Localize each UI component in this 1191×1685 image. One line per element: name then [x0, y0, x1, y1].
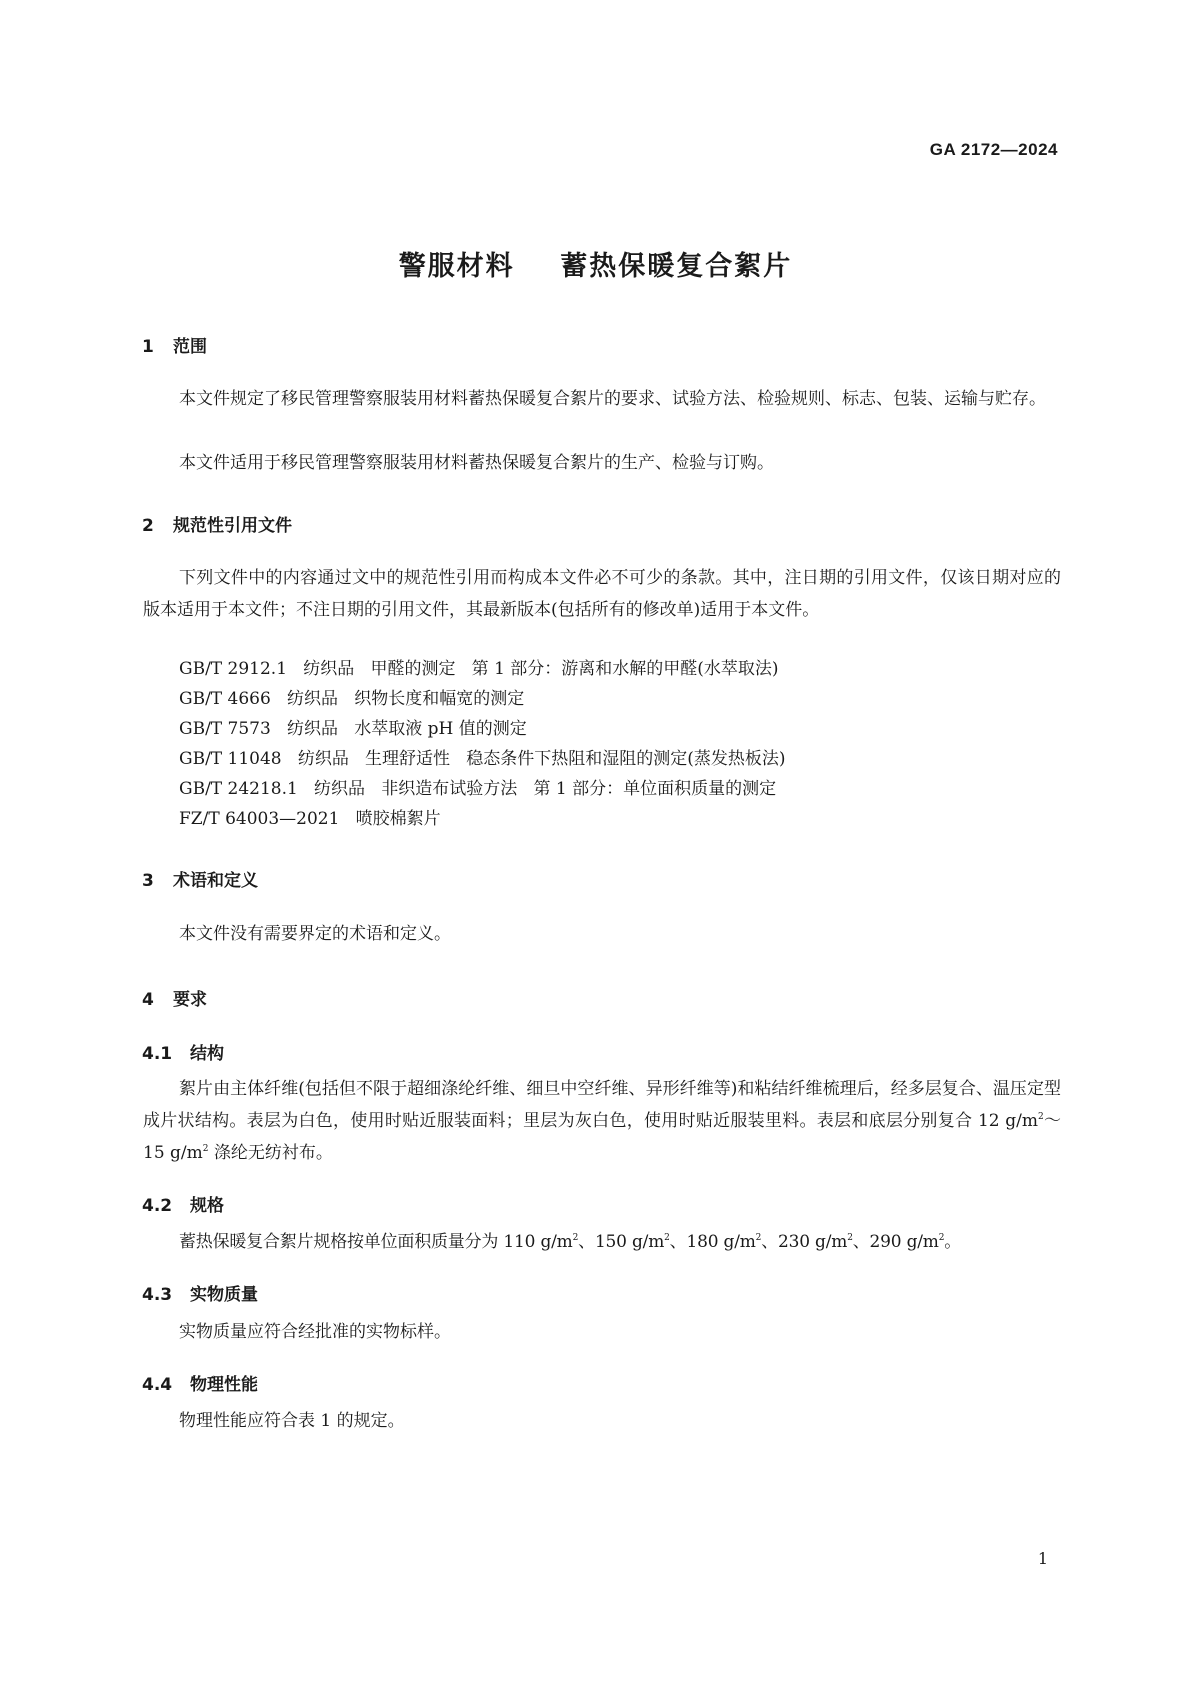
superscript: 2 [938, 1233, 945, 1243]
reference-item: GB/T 11048 纺织品 生理舒适性 稳态条件下热阻和湿阻的测定(蒸发热板法) [179, 749, 786, 769]
spec-value: 150 g/m [594, 1232, 665, 1252]
standard-code: GA 2172—2024 [929, 140, 1058, 159]
spec-value: 230 g/m [778, 1232, 848, 1252]
subsection-4-1-heading [142, 1039, 224, 1064]
superscript: 2 [1037, 1112, 1044, 1122]
structure-text: 絮片由主体纤维(包括但不限于超细涤纶纤维、细旦中空纤维、异形纤维等)和粘结纤维梳理后，经多层复合、温压定型成片状结构。表层为白色，使用时贴近服装面料；里层为灰白色，使用时贴近服装里料。表层和底层分别复合 12 g/m [143, 1079, 1061, 1131]
sentence-end: 。 [944, 1232, 962, 1252]
scope-paragraph-2: 本文件适用于移民管理警察服装用材料蓄热保暖复合絮片的生产、检验与订购。 [179, 453, 774, 473]
reference-item: GB/T 4666 纺织品 织物长度和幅宽的测定 [179, 689, 525, 709]
separator: 、 [852, 1232, 870, 1252]
reference-item: GB/T 2912.1 纺织品 甲醛的测定 第 1 部分：游离和水解的甲醛(水萃取法) [179, 659, 779, 679]
structure-text: ～15 g/m [143, 1111, 1061, 1163]
specification-line [179, 1226, 961, 1258]
section-title: 术语和定义 [173, 871, 258, 891]
superscript: 2 [755, 1233, 762, 1243]
separator: 、 [578, 1232, 595, 1252]
superscript: 2 [664, 1233, 670, 1243]
subsection-number: 4.3 [142, 1285, 173, 1305]
subsection-number: 4.2 [142, 1196, 173, 1216]
section-1-heading [142, 332, 207, 357]
references-intro: 下列文件中的内容通过文中的规范性引用而构成本文件必不可少的条款。其中，注日期的引用文件，仅该日期对应的版本适用于本文件；不注日期的引用文件，其最新版本(包括所有的修改单)适用于本文件。 [143, 568, 1061, 620]
terms-paragraph: 本文件没有需要界定的术语和定义。 [179, 924, 451, 944]
section-number: 1 [142, 337, 154, 357]
section-number: 3 [142, 871, 154, 891]
spec-value: 180 g/m [686, 1232, 756, 1252]
section-number: 4 [142, 990, 154, 1010]
subsection-4-4-heading [142, 1370, 258, 1395]
section-title: 范围 [173, 337, 207, 357]
subsection-number: 4.1 [142, 1044, 173, 1064]
section-4-heading [142, 985, 207, 1010]
document-title: 警服材料 蓄热保暖复合絮片 [398, 251, 793, 282]
section-number: 2 [142, 516, 154, 536]
structure-text: 涤纶无纺衬布。 [208, 1143, 333, 1163]
page-number: 1 [1037, 1549, 1048, 1568]
subsection-4-2-heading [142, 1191, 224, 1216]
section-2-heading [142, 511, 292, 536]
section-title: 规范性引用文件 [173, 516, 292, 536]
section-3-heading [142, 866, 258, 891]
spec-value: 110 g/m [503, 1232, 573, 1252]
specification-prefix: 蓄热保暖复合絮片规格按单位面积质量分为 [179, 1232, 504, 1252]
superscript: 2 [572, 1233, 579, 1243]
spec-value: 290 g/m [869, 1232, 939, 1252]
subsection-title: 规格 [190, 1196, 224, 1216]
physical-performance-paragraph: 物理性能应符合表 1 的规定。 [179, 1411, 405, 1431]
separator: 、 [761, 1232, 778, 1252]
subsection-title: 实物质量 [190, 1285, 258, 1305]
reference-item: FZ/T 64003—2021 喷胶棉絮片 [179, 809, 441, 829]
subsection-title: 物理性能 [190, 1375, 258, 1395]
subsection-title: 结构 [190, 1044, 224, 1064]
separator: 、 [669, 1232, 687, 1252]
structure-paragraph [143, 1073, 1061, 1169]
superscript: 2 [847, 1233, 853, 1243]
section-title: 要求 [173, 990, 207, 1010]
subsection-4-3-heading [142, 1280, 258, 1305]
scope-paragraph-1: 本文件规定了移民管理警察服装用材料蓄热保暖复合絮片的要求、试验方法、检验规则、标志、包装、运输与贮存。 [179, 389, 1046, 409]
subsection-number: 4.4 [142, 1375, 173, 1395]
quality-paragraph: 实物质量应符合经批准的实物标样。 [179, 1322, 451, 1342]
reference-item: GB/T 24218.1 纺织品 非织造布试验方法 第 1 部分：单位面积质量的测定 [179, 779, 777, 799]
reference-item: GB/T 7573 纺织品 水萃取液 pH 值的测定 [179, 719, 527, 739]
superscript: 2 [202, 1144, 209, 1154]
